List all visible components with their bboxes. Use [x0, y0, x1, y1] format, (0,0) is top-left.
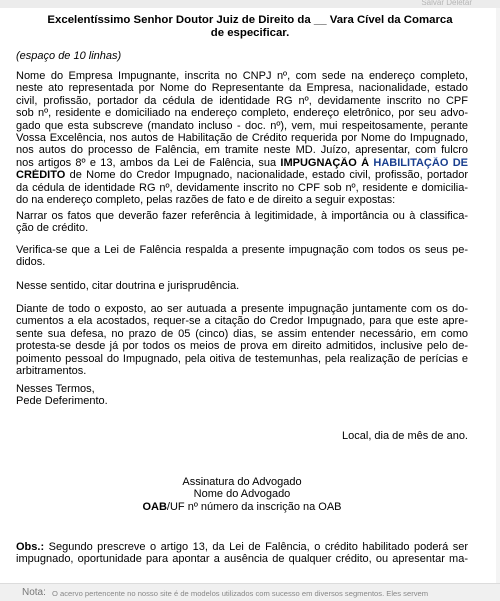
nota-label: Nota:	[22, 587, 46, 598]
title-link-habilitacao[interactable]: HABILITAÇÃO DE	[373, 156, 468, 169]
p5-line: cumentos a ela acostados, requer-se a citação do Credor Impugnado, para que este apre-	[16, 315, 468, 328]
closing-line-1: Nesses Termos,	[16, 383, 95, 395]
title-bold-c: CRÉDITO	[16, 169, 66, 182]
obs-note	[16, 541, 468, 566]
p1-line: sob nº, residente e domiciliado na endereço completo, endereço eletrônico, por seu advo-	[16, 107, 468, 120]
p1-line	[16, 169, 468, 181]
oab-rest: /UF nº número da inscrição na OAB	[166, 500, 342, 513]
paragraph-law	[16, 244, 468, 269]
p5-line: arbitramentos.	[16, 365, 87, 378]
p1-line: Nome do Empresa Impugnante, inscrita no CNPJ nº, com sede na endereço completo,	[16, 70, 468, 82]
p4-line: Nesse sentido, citar doutrina e jurisprudência.	[16, 280, 240, 292]
document-header	[0, 14, 500, 39]
p5-line: poimento pessoal do Impugnado, pela oitiva de testemunhas, pela realização de perícias e	[16, 352, 468, 365]
p1-line-rest: de Nome do Credor Impugnado, nacionalidade, estado civil, profissão, portador	[69, 169, 468, 182]
espaco-note: (espaço de 10 linhas)	[16, 50, 122, 62]
signature-block	[16, 476, 468, 513]
signature-line-1: Assinatura do Advogado	[182, 476, 302, 488]
nota-footer	[0, 583, 500, 601]
nota-text: O acervo pertencente no nosso site é de modelos utilizados com sucesso em diversos segmentos. Eles servem	[52, 589, 429, 598]
obs-text-1: Segundo prescreve o artigo 13, da Lei de Falência, o crédito habilitado poderá ser	[48, 541, 468, 553]
paragraph-qualification	[16, 70, 468, 206]
signature-oab-line	[16, 501, 468, 513]
toolbar-ghost-label: Salvar Deletar	[421, 0, 472, 7]
closing	[16, 383, 468, 408]
p1-line-title	[16, 157, 468, 169]
obs-line-1	[16, 541, 468, 553]
p2-line: Narrar os fatos que deverão fazer referência à legitimidade, à importância ou à classifica-	[16, 210, 468, 222]
header-line-2: de especificar.	[210, 26, 290, 39]
p1-line-start: nos artigos 8º e 13, ambos da Lei de Falência, sua	[16, 156, 277, 169]
title-bold-a: IMPUGNAÇÃO À	[280, 156, 370, 169]
signature-line-2: Nome do Advogado	[193, 488, 291, 501]
p1-line: da cédula de identidade RG nº, devidamente inscrito no CPF sob nº, residente e domicilia-	[16, 181, 468, 194]
p1-line: gado que esta subscreve (mandato incluso - doc. nº), vem, mui respeitosamente, perante	[16, 119, 468, 132]
local-date	[16, 430, 468, 442]
obs-line-2: impugnado, oportunidade para apontar a ausência de qualquer crédito, ou apresentar ma-	[16, 553, 468, 566]
p1-line: Vossa Excelência, nos autos de Habilitação de Crédito requerida por Nome do Impugnado,	[16, 132, 468, 145]
p1-line: civil, profissão, portador da cédula de identidade RG nº, devidamente inscrito no CPF	[16, 94, 468, 107]
p5-line: sente sua defesa, no prazo de 05 (cinco) dias, se assim entender necessário, em como	[16, 327, 468, 340]
local-date-text: Local, dia de mês de ano.	[342, 430, 468, 442]
header-line-1: Excelentíssimo Senhor Doutor Juiz de Direito da __ Vara Cível da Comarca	[47, 14, 453, 26]
paragraph-facts	[16, 210, 468, 235]
p5-line: Diante de todo o exposto, ao ser autuada a presente impugnação juntamente com os do-	[16, 303, 468, 315]
oab-label: OAB	[142, 500, 167, 513]
p3-line: Verifica-se que a Lei de Falência respalda a presente impugnação com todos os seus pe-	[16, 244, 468, 256]
p1-line: do na endereço completo, pelas razões de fato e de direito a seguir expostas:	[16, 194, 396, 207]
p2-line: ção de crédito.	[16, 222, 89, 235]
paragraph-requests	[16, 303, 468, 377]
p1-line: nos autos do processo de Falência, em tramite neste MD. Juízo, apresentar, com fulcro	[16, 144, 468, 157]
right-scroll-edge	[496, 8, 500, 592]
p1-line: neste ato representada por Nome do Representante da Empresa, nacionalidade, estado	[16, 82, 468, 95]
obs-label: Obs.:	[16, 541, 45, 553]
top-toolbar	[0, 0, 500, 8]
p5-line: protesta-se desde já por todos os meios de prova em direito admitidos, inclusive pelo de-	[16, 340, 468, 353]
paragraph-doctrine	[16, 280, 468, 292]
p3-line: didos.	[16, 256, 46, 269]
closing-line-2: Pede Deferimento.	[16, 395, 108, 408]
